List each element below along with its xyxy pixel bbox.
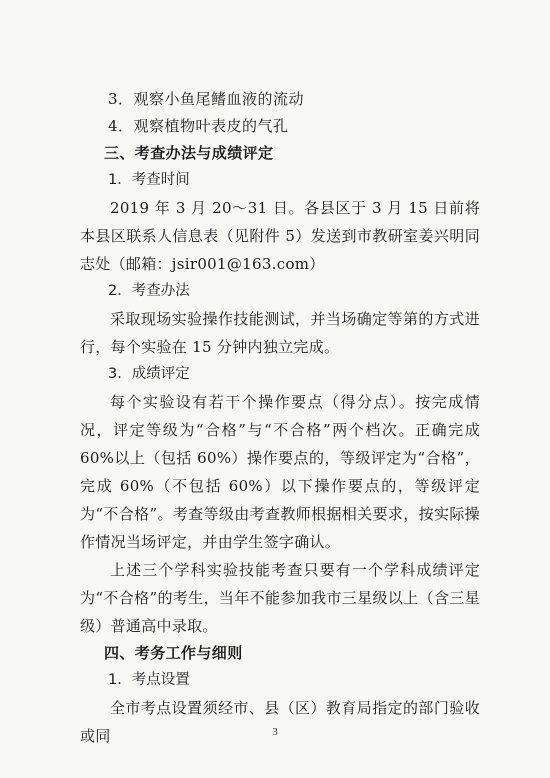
paragraph-grading: 每个实验设有若干个操作要点（得分点）。按完成情况，评定等级为“合格”与“不合格”两个档次。正确完成 60%以上（包括 60%）操作要点的，等级评定为“合格”，完成 60%（不包括 60%）以下操作要点的，等级评定为“不合格”。考查等级由考查教师根据相关要求，按实际操作情况当场评定，并由学生签字确认。 (80, 393, 480, 551)
paragraph-note: 上述三个学科实验技能考查只要有一个学科成绩评定为“不合格”的考生，当年不能参加我市三星级以上（含三星级）普通高中录取。 (80, 561, 480, 635)
subsection-heading: 3．成绩评定 (108, 366, 190, 382)
list-item: 3．观察小鱼尾鳍血液的流动 (108, 90, 305, 108)
paragraph-exam-site: 全市考点设置须经市、县（区）教育局指定的部门验收或同 (80, 699, 480, 745)
section-heading: 三、考查办法与成绩评定 (104, 144, 274, 162)
page-number: 3 (272, 726, 278, 738)
subsection-heading: 1．考点设置 (108, 672, 190, 688)
document-body (80, 86, 480, 750)
section-heading: 四、考务工作与细则 (104, 644, 243, 662)
subsection-heading: 1．考查时间 (108, 172, 190, 188)
paragraph-exam-method: 采取现场实验操作技能测试，并当场确定等第的方式进行，每个实验在 15 分钟内独立完成。 (80, 310, 480, 356)
list-item: 4．观察植物叶表皮的气孔 (108, 117, 289, 135)
paragraph-exam-time: 2019 年 3 月 20～31 日。各县区于 3 月 15 日前将本县区联系人信息表（见附件 5）发送到市教研室姜兴明同志处（邮箱：jsir001@163.com） (80, 199, 480, 273)
subsection-heading: 2．考查办法 (108, 283, 190, 299)
